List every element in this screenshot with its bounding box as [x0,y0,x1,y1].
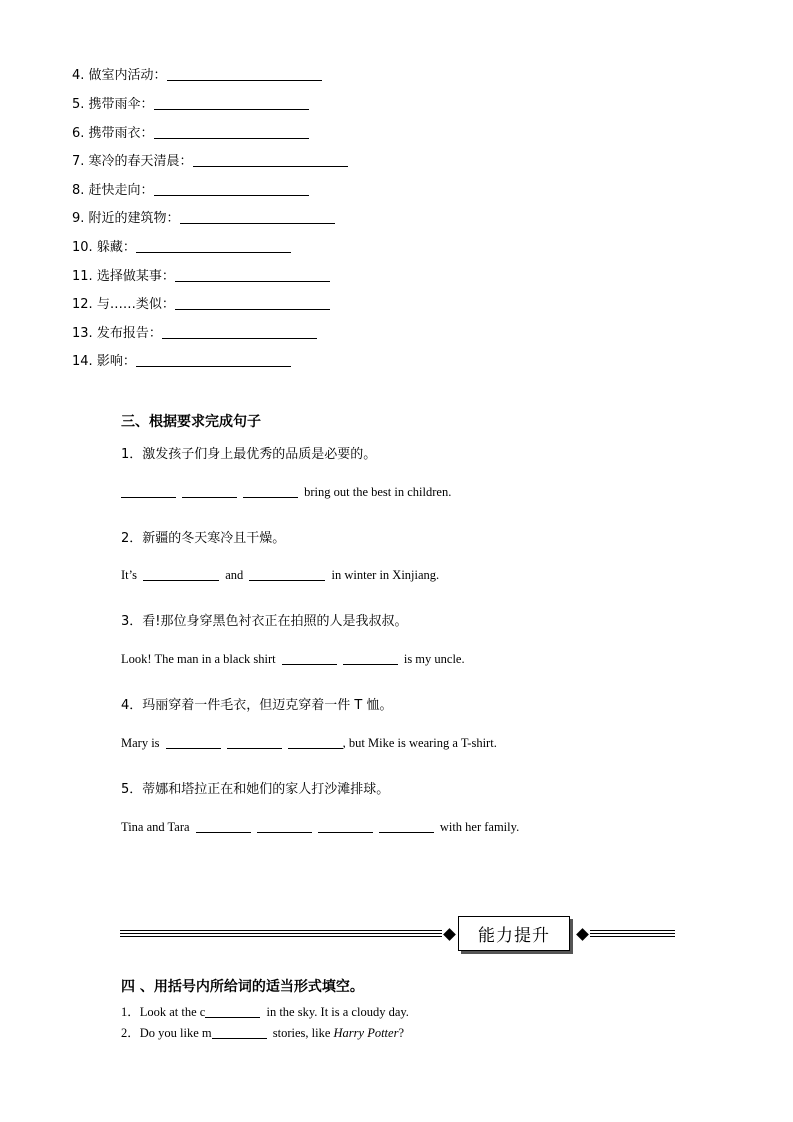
question-chinese: 2．新疆的冬天寒冷且干燥。 [121,531,286,546]
question-chinese: 4．玛丽穿着一件毛衣，但迈克穿着一件 T 恤。 [121,698,393,713]
sentence-text: in the sky. It is a cloudy day. [266,1005,409,1019]
item-number: 14. [72,354,93,369]
question-english [121,1023,404,1041]
sentence-text: is my uncle. [403,652,465,666]
answer-blank[interactable] [154,194,309,196]
vocab-item [72,236,291,255]
answer-blank[interactable] [136,251,291,253]
answer-blank[interactable] [205,1005,260,1018]
divider-line [590,933,675,934]
answer-blank[interactable] [196,820,251,833]
answer-blank[interactable] [288,736,343,749]
item-number: 9. [72,211,85,226]
question-english [121,568,439,583]
divider-line [120,930,442,931]
sentence-text: 2．Do you like m [121,1026,212,1040]
divider-line [120,936,442,937]
diamond-icon [576,928,589,941]
item-label: 影响： [96,354,136,369]
vocab-item [72,350,291,369]
vocab-item [72,322,317,341]
question-english [121,485,451,500]
item-label: 寒冷的春天清晨： [88,154,193,169]
item-label: 发布报告： [96,326,162,341]
item-label: 做室内活动： [88,68,167,83]
section-title: 三、根据要求完成句子 [121,414,261,430]
item-number: 7. [72,154,85,169]
diamond-icon [443,928,456,941]
answer-blank[interactable] [182,485,237,498]
question-chinese: 3．看!那位身穿黑色衬衣正在拍照的人是我叔叔。 [121,614,408,629]
answer-blank[interactable] [318,820,373,833]
divider-line [590,936,675,937]
answer-blank[interactable] [136,365,291,367]
question-english [121,820,519,835]
question-english [121,652,465,667]
answer-blank[interactable] [175,308,330,310]
item-number: 13. [72,326,93,341]
item-number: 11. [72,269,93,284]
item-label: 选择做某事： [96,269,175,284]
item-label: 附近的建筑物： [88,211,180,226]
answer-blank[interactable] [243,485,298,498]
item-number: 5. [72,97,85,112]
vocab-item [72,179,309,198]
vocab-item [72,150,348,169]
item-number: 10. [72,240,93,255]
divider-line [120,933,442,934]
answer-blank[interactable] [154,108,309,110]
answer-blank[interactable] [249,568,325,581]
section-badge: 能力提升 [458,916,570,951]
question-chinese: 5．蒂娜和塔拉正在和她们的家人打沙滩排球。 [121,782,390,797]
answer-blank[interactable] [166,736,221,749]
item-label: 躲藏： [96,240,136,255]
answer-blank[interactable] [379,820,434,833]
question-english [121,1002,409,1020]
answer-blank[interactable] [167,79,322,81]
answer-blank[interactable] [193,165,348,167]
item-number: 12. [72,297,93,312]
item-label: 赶快走向： [88,183,154,198]
sentence-text: and [225,568,244,582]
question-english [121,736,497,751]
question-chinese: 1．激发孩子们身上最优秀的品质是必要的。 [121,447,377,462]
vocab-item [72,207,335,226]
sentence-text: in winter in Xinjiang. [331,568,440,582]
answer-blank[interactable] [180,222,335,224]
answer-blank[interactable] [343,652,398,665]
answer-blank[interactable] [121,485,176,498]
vocab-item [72,265,330,284]
item-label: 与……类似： [96,297,175,312]
item-number: 8. [72,183,85,198]
answer-blank[interactable] [282,652,337,665]
sentence-text: 1．Look at the c [121,1005,206,1019]
sentence-text: with her family. [439,820,520,834]
sentence-text: , but Mike is wearing a T-shirt. [342,736,497,750]
sentence-text: ? [398,1026,405,1040]
vocab-item [72,293,330,312]
answer-blank[interactable] [143,568,219,581]
book-title: Harry Potter [333,1026,399,1040]
item-number: 6. [72,126,85,141]
item-label: 携带雨伞： [88,97,154,112]
sentence-text: Look! The man in a black shirt [121,652,276,666]
answer-blank[interactable] [227,736,282,749]
item-label: 携带雨衣： [88,126,154,141]
answer-blank[interactable] [154,137,309,139]
item-number: 4. [72,68,85,83]
vocab-item [72,122,309,141]
answer-blank[interactable] [162,337,317,339]
section-divider [120,914,675,954]
answer-blank[interactable] [175,280,330,282]
sentence-text: Mary is [121,736,160,750]
divider-line [590,930,675,931]
vocab-item [72,64,322,83]
vocab-item [72,93,309,112]
sentence-text: bring out the best in children. [304,485,452,499]
answer-blank[interactable] [257,820,312,833]
section-title: 四 、用括号内所给词的适当形式填空。 [121,979,364,995]
answer-blank[interactable] [212,1026,267,1039]
sentence-text: stories, like [272,1026,334,1040]
sentence-text: It’s [121,568,137,582]
sentence-text: Tina and Tara [121,820,190,834]
